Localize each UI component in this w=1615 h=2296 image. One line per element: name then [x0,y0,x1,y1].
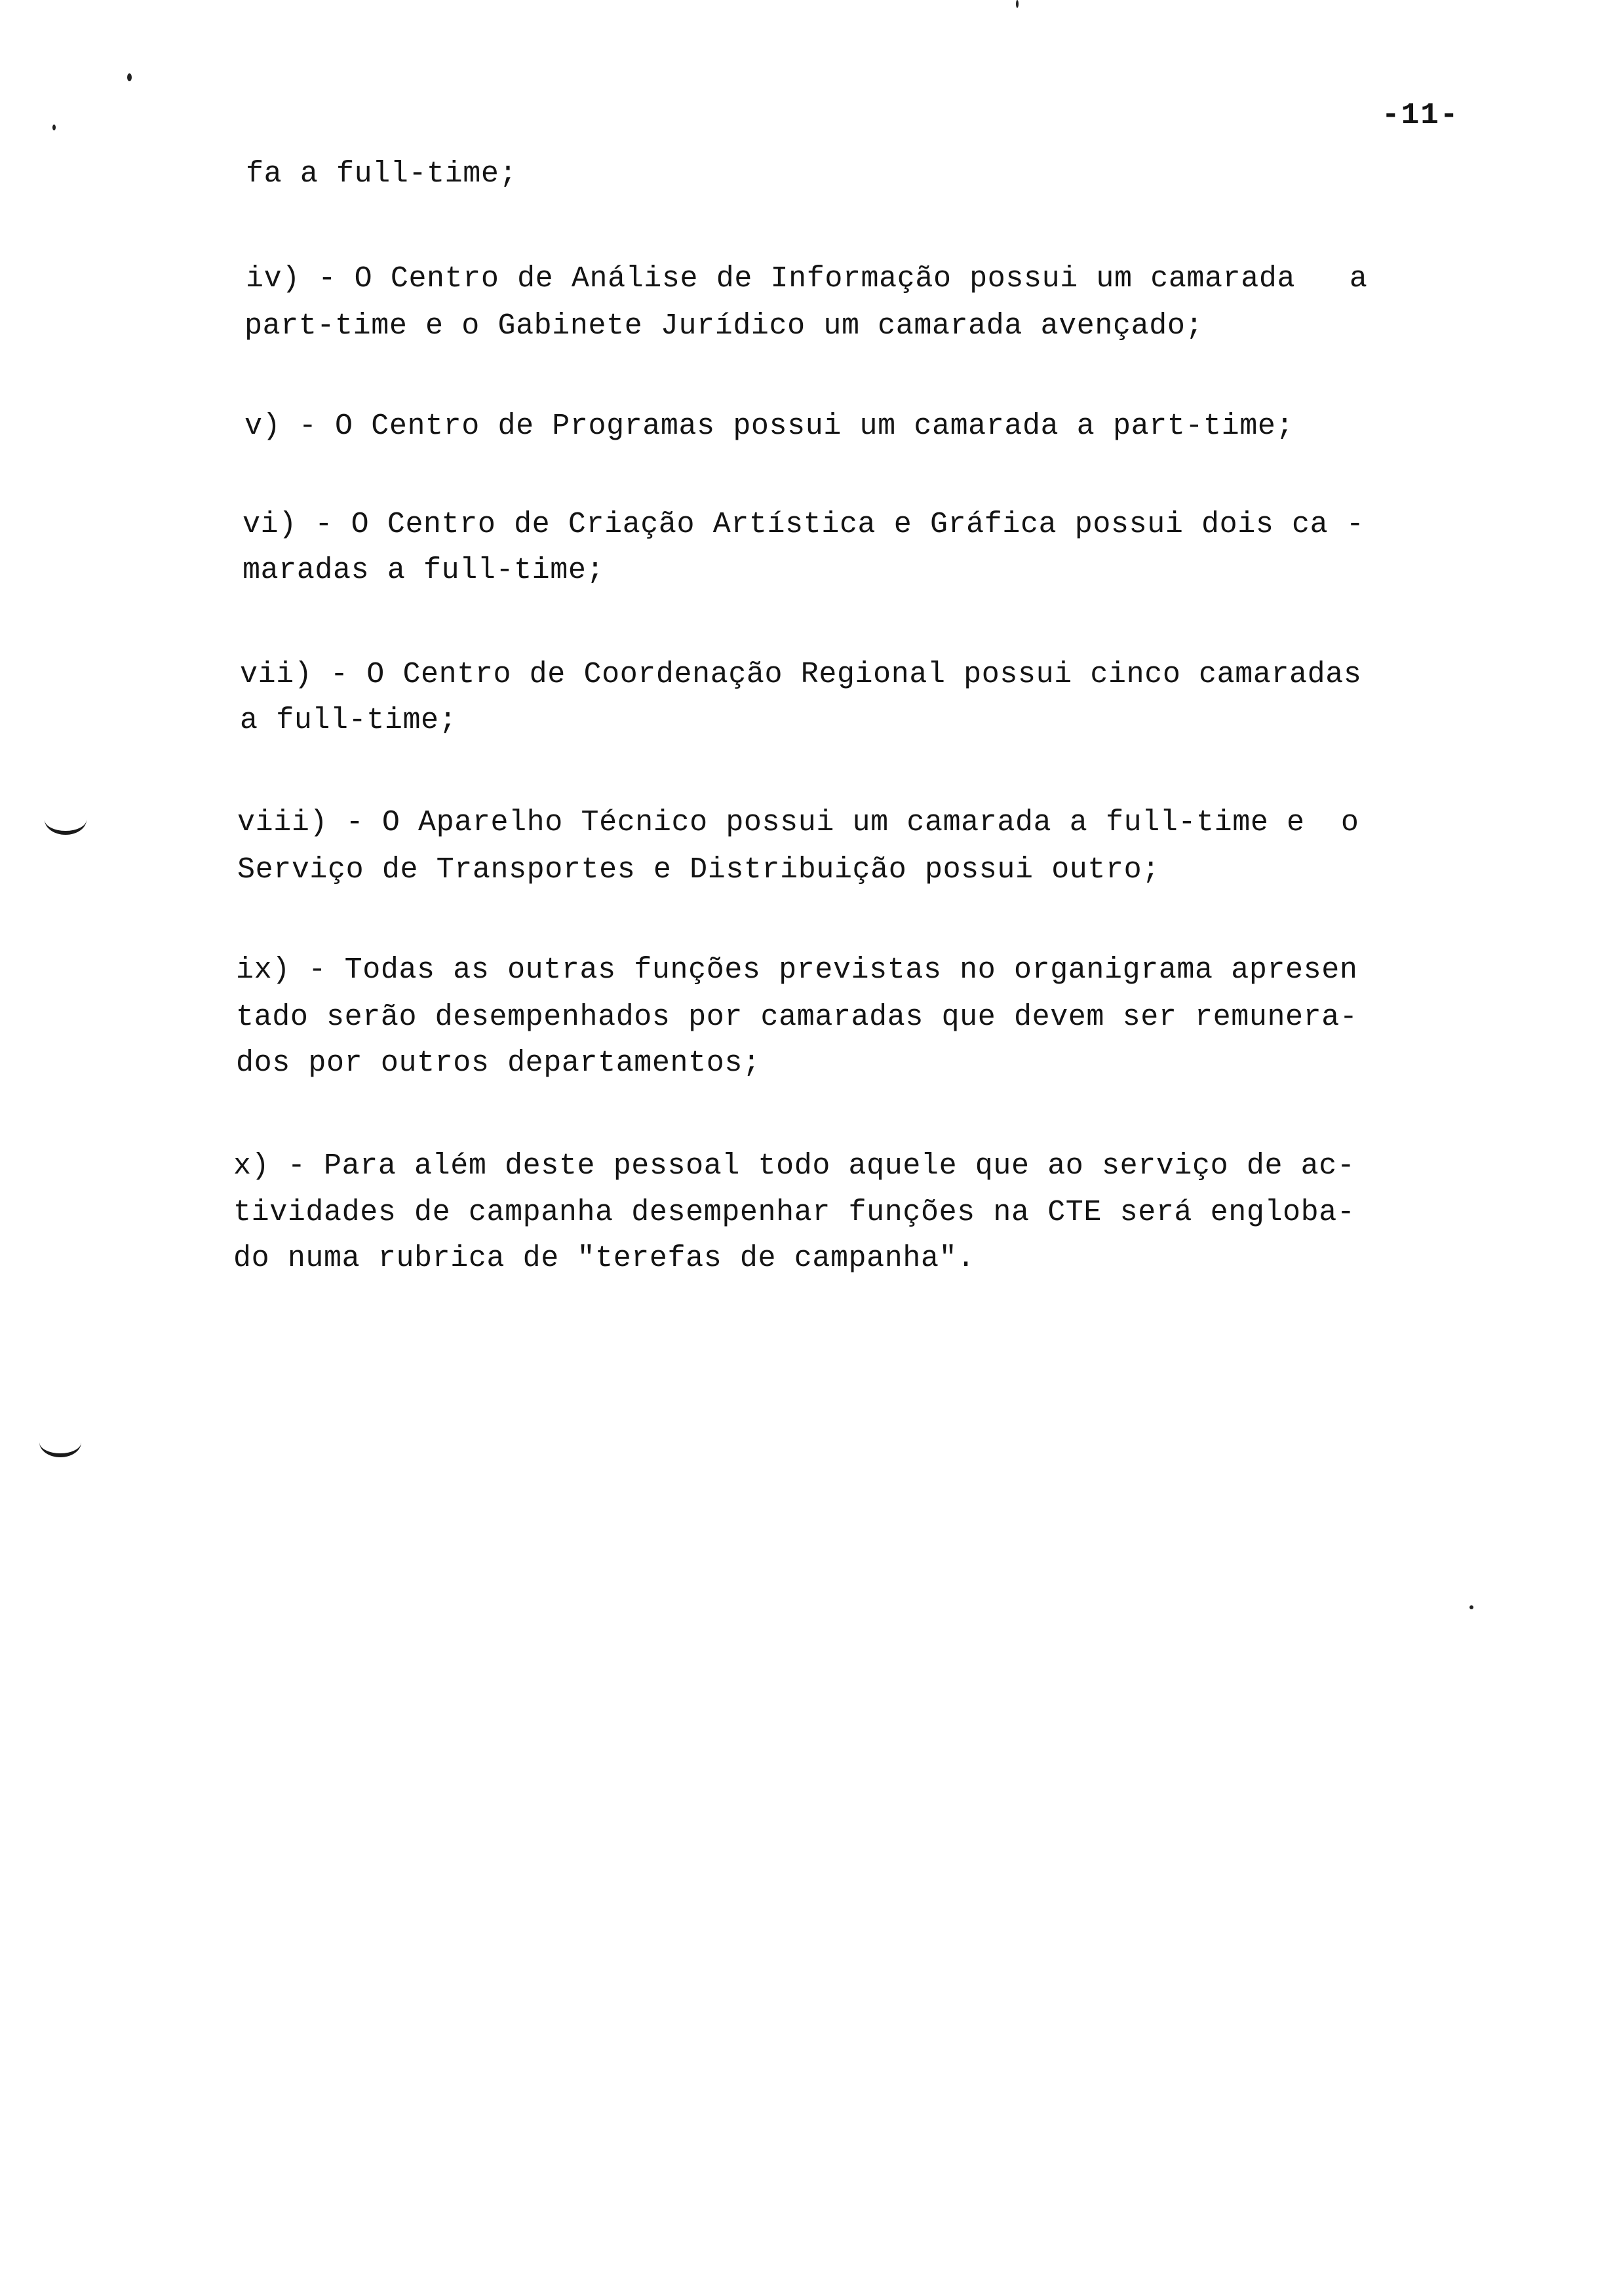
text-line-vii-2: a full-time; [240,704,457,737]
margin-punch-mark-upper [45,805,87,835]
text-line-ix-1: ix) - Todas as outras funções previstas no organigrama apresen [236,953,1358,987]
text-line-viii-1: viii) - O Aparelho Técnico possui um camarada a full-time e o [237,806,1359,839]
text-line-ix-2: tado serão desempenhados por camaradas que devem ser remunera- [236,1001,1358,1034]
scan-speck [1469,1605,1473,1609]
text-line-x-2: tividades de campanha desempenhar funções na CTE será engloba- [233,1196,1355,1229]
text-line-vi-2: maradas a full-time; [243,554,605,587]
text-line-vi-1: vi) - O Centro de Criação Artística e Gráfica possui dois ca - [243,508,1365,541]
text-line-iv-1: iv) - O Centro de Análise de Informação possui um camarada a [246,262,1368,296]
scan-speck [52,124,56,130]
text-line-v-1: v) - O Centro de Programas possui um camarada a part-time; [244,410,1294,443]
text-line-vii-1: vii) - O Centro de Coordenação Regional possui cinco camaradas [240,658,1362,691]
text-line-x-3: do numa rubrica de "terefas de campanha". [233,1242,975,1275]
text-line-viii-2: Serviço de Transportes e Distribuição possui outro; [237,853,1160,887]
text-line-iv-2: part-time e o Gabinete Jurídico um camarada avençado; [244,309,1204,343]
text-line-x-1: x) - Para além deste pessoal todo aquele que ao serviço de ac- [233,1149,1355,1183]
scan-speck [1016,0,1019,8]
text-line-ix-3: dos por outros departamentos; [236,1046,761,1080]
margin-punch-mark-lower [39,1427,81,1457]
text-line-continuation-iii: fa a full-time; [246,157,518,191]
scan-speck [127,73,132,81]
page-number: -11- [1382,98,1460,132]
